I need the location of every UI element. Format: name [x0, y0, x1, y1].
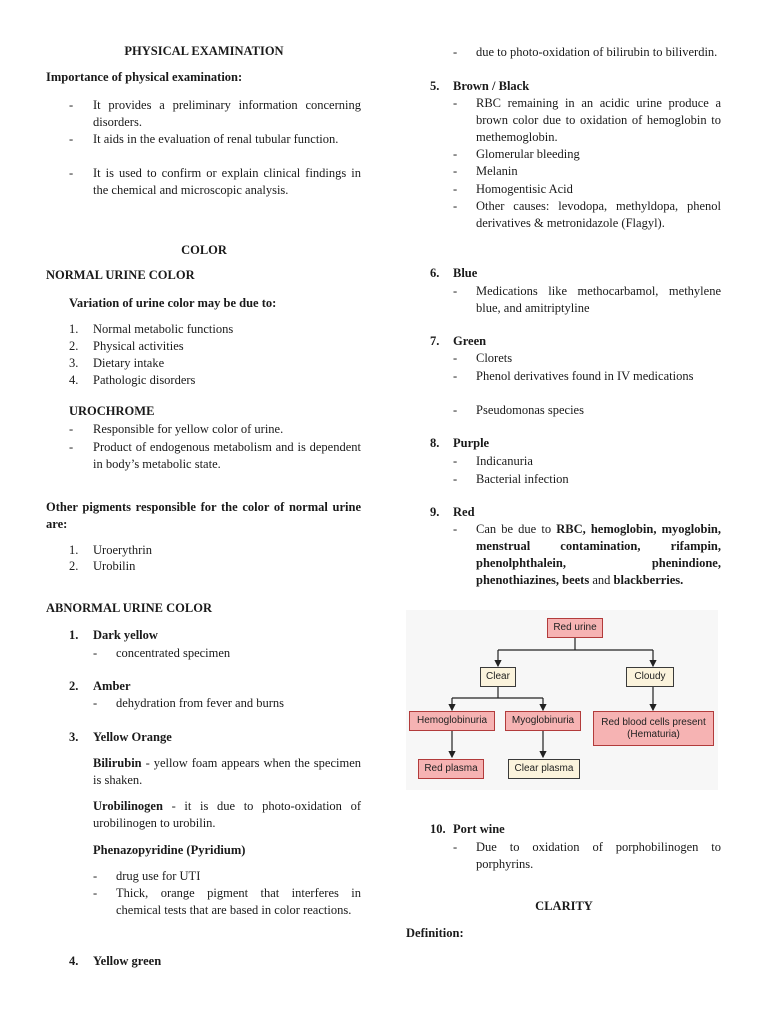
bullet-dash: - [453, 454, 458, 468]
purple-item: Bacterial infection [476, 472, 569, 486]
node-hemoglobinuria: Hemoglobinuria [409, 711, 495, 731]
bullet-dash: - [69, 132, 74, 146]
list-number: 2. [69, 679, 79, 693]
amber-label: Amber [93, 679, 131, 693]
brown-black-item: RBC remaining in an acidic urine produce a brown color due to oxidation of hemoglobin to methemoglobin. [476, 96, 721, 144]
node-rbc-present: Red blood cells present (Hematuria) [593, 711, 714, 746]
abnormal-heading: ABNORMAL URINE COLOR [46, 601, 212, 615]
green-label: Green [453, 334, 487, 348]
brown-black-label: Brown / Black [453, 79, 530, 93]
page-title: PHYSICAL EXAMINATION [124, 44, 284, 58]
bullet-dash: - [453, 45, 458, 59]
port-wine-item: Due to oxidation of porphobilinogen to porphyrins. [476, 840, 721, 871]
urobilinogen-text: - it is due to photo-oxidation of urobilinogen to urobilin. [93, 799, 361, 830]
green-item: Phenol derivatives found in IV medications [476, 369, 694, 383]
list-number: 3. [69, 730, 79, 744]
blue-item: Medications like methocarbamol, methylene blue, and amitriptyline [476, 284, 721, 315]
list-number: 3. [69, 356, 79, 370]
bullet-dash: - [453, 284, 458, 298]
bullet-dash: - [453, 369, 458, 383]
bullet-dash: - [69, 166, 74, 180]
list-number: 9. [430, 505, 440, 519]
list-number: 10. [430, 822, 446, 836]
phenazopyridine-item: Thick, orange pigment that interferes in chemical tests that are based in color reactions. [116, 886, 361, 917]
other-pigments-heading: Other pigments responsible for the color of normal urine are: [46, 500, 361, 531]
phenazopyridine-item: drug use for UTI [116, 869, 201, 883]
red-causes: RBC, hemoglobin, myoglobin, menstrual contamination, rifampin, phenolphthalein, phenindione, phenothiazines, beets [476, 522, 721, 587]
port-wine-label: Port wine [453, 822, 505, 836]
red-urine-flowchart [406, 610, 718, 790]
brown-black-item: Glomerular bleeding [476, 147, 580, 161]
list-number: 4. [69, 373, 79, 387]
importance-heading: Importance of physical examination: [46, 70, 243, 84]
list-number: 7. [430, 334, 440, 348]
list-number: 1. [69, 322, 79, 336]
node-red-plasma: Red plasma [418, 759, 484, 779]
importance-item: It is used to confirm or explain clinical findings in the chemical and microscopic analysis. [93, 166, 361, 197]
bilirubin-text: - yellow foam appears when the specimen is shaken. [93, 756, 361, 787]
node-myoglobinuria: Myoglobinuria [505, 711, 581, 731]
bullet-dash: - [69, 440, 74, 454]
variation-heading: Variation of urine color may be due to: [69, 296, 277, 310]
dark-yellow-label: Dark yellow [93, 628, 158, 642]
list-number: 2. [69, 339, 79, 353]
bullet-dash: - [453, 403, 458, 417]
bullet-dash: - [69, 422, 74, 436]
urochrome-heading: UROCHROME [69, 404, 155, 418]
node-cloudy: Cloudy [626, 667, 674, 687]
bullet-dash: - [453, 147, 458, 161]
bullet-dash: - [69, 98, 74, 112]
yellow-green-item: due to photo-oxidation of bilirubin to biliverdin. [476, 45, 718, 59]
yellow-green-label: Yellow green [93, 954, 162, 968]
variation-item: Dietary intake [93, 356, 165, 370]
urobilinogen-term: Urobilinogen [93, 799, 163, 813]
red-and: and [589, 573, 614, 587]
list-number: 1. [69, 543, 79, 557]
node-clear: Clear [480, 667, 516, 687]
red-label: Red [453, 505, 475, 519]
list-number: 4. [69, 954, 79, 968]
bilirubin-term: Bilirubin [93, 756, 142, 770]
variation-item: Physical activities [93, 339, 184, 353]
yellow-orange-label: Yellow Orange [93, 730, 172, 744]
red-last: blackberries. [613, 573, 684, 587]
clarity-heading: CLARITY [535, 899, 593, 913]
bullet-dash: - [453, 199, 458, 213]
variation-item: Pathologic disorders [93, 373, 196, 387]
bullet-dash: - [453, 164, 458, 178]
bullet-dash: - [453, 522, 458, 536]
amber-item: dehydration from fever and burns [116, 696, 284, 710]
bullet-dash: - [93, 869, 98, 883]
phenazopyridine-heading: Phenazopyridine (Pyridium) [93, 843, 246, 857]
bullet-dash: - [453, 96, 458, 110]
bullet-dash: - [453, 472, 458, 486]
red-prefix: Can be due to [476, 522, 557, 536]
urobilinogen-paragraph [93, 798, 361, 832]
brown-black-item: Melanin [476, 164, 518, 178]
list-number: 1. [69, 628, 79, 642]
list-number: 2. [69, 559, 79, 573]
green-item: Pseudomonas species [476, 403, 584, 417]
bullet-dash: - [453, 840, 458, 854]
dark-yellow-item: concentrated specimen [116, 646, 231, 660]
bullet-dash: - [453, 351, 458, 365]
importance-item: It aids in the evaluation of renal tubular function. [93, 132, 339, 146]
bullet-dash: - [453, 182, 458, 196]
node-clear-plasma: Clear plasma [508, 759, 580, 779]
bullet-dash: - [93, 696, 98, 710]
pigment-item: Urobilin [93, 559, 136, 573]
variation-item: Normal metabolic functions [93, 322, 234, 336]
bullet-dash: - [93, 646, 98, 660]
bullet-dash: - [93, 886, 98, 900]
red-item [476, 521, 721, 589]
green-item: Clorets [476, 351, 513, 365]
brown-black-item: Homogentisic Acid [476, 182, 573, 196]
list-number: 8. [430, 436, 440, 450]
color-heading: COLOR [181, 243, 227, 257]
definition-label: Definition: [406, 926, 464, 940]
urochrome-item: Product of endogenous metabolism and is dependent in body’s metabolic state. [93, 440, 361, 471]
brown-black-item: Other causes: levodopa, methyldopa, phenol derivatives & metronidazole (Flagyl). [476, 199, 721, 230]
blue-label: Blue [453, 266, 478, 280]
urochrome-item: Responsible for yellow color of urine. [93, 422, 284, 436]
purple-item: Indicanuria [476, 454, 533, 468]
list-number: 6. [430, 266, 440, 280]
purple-label: Purple [453, 436, 490, 450]
bilirubin-paragraph [93, 755, 361, 789]
node-red-urine: Red urine [547, 618, 603, 638]
pigment-item: Uroerythrin [93, 543, 153, 557]
normal-urine-heading: NORMAL URINE COLOR [46, 268, 195, 282]
list-number: 5. [430, 79, 440, 93]
importance-item: It provides a preliminary information concerning disorders. [93, 98, 361, 129]
